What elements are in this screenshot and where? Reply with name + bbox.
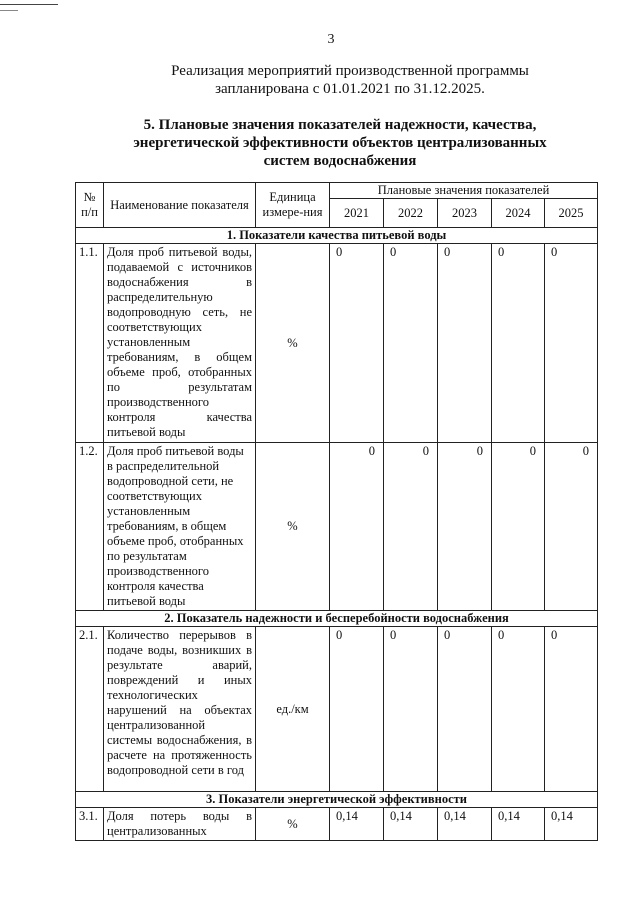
- row-value: 0: [384, 627, 438, 792]
- row-value: 0,14: [384, 808, 438, 841]
- row-unit: %: [256, 443, 330, 611]
- section-row: [76, 228, 598, 244]
- section-row: [76, 792, 598, 808]
- row-unit: %: [256, 244, 330, 443]
- row-value: 0,14: [438, 808, 492, 841]
- col-header-planned: Плановые значения показателей: [330, 183, 598, 199]
- row-num: 1.1.: [76, 244, 104, 443]
- row-num: 1.2.: [76, 443, 104, 611]
- row-value: 0,14: [330, 808, 384, 841]
- col-header-unit: Единица измере-ния: [256, 183, 330, 228]
- row-name: Доля проб питьевой воды, подаваемой с источников водоснабжения в распределительную водопроводную сеть, не соответствующих установленным требованиям, в общем объеме проб, отобранных по результатам производственного контроля качества питьевой воды: [104, 244, 256, 443]
- row-value: 0: [545, 443, 598, 611]
- heading-line-3: систем водоснабжения: [263, 153, 417, 169]
- year-header: 2023: [438, 199, 492, 228]
- intro-line-2: запланирована с 01.01.2021 по 31.12.2025.: [215, 81, 485, 97]
- col-header-num: № п/п: [76, 183, 104, 228]
- section-title: 2. Показатель надежности и бесперебойности водоснабжения: [76, 611, 598, 627]
- row-name: Количество перерывов в подаче воды, возникших в результате аварий, повреждений и иных технологических нарушений на объектах централизованной системы водоснабжения, в расчете на протяженность водопроводной сети в год: [104, 627, 256, 792]
- page-number: 3: [327, 32, 335, 47]
- row-value: 0: [330, 627, 384, 792]
- col-header-name: Наименование показателя: [104, 183, 256, 228]
- scan-edge-mark-short: [0, 10, 18, 11]
- heading-line-1: 5. Плановые значения показателей надежности, качества,: [143, 117, 537, 133]
- year-header: 2024: [492, 199, 545, 228]
- year-header: 2021: [330, 199, 384, 228]
- table-row: [76, 808, 598, 841]
- heading-line-2: энергетической эффективности объектов централизованных: [133, 135, 547, 151]
- row-value: 0: [384, 443, 438, 611]
- row-value: 0: [545, 627, 598, 792]
- row-value: 0: [438, 627, 492, 792]
- row-value: 0: [438, 443, 492, 611]
- intro-text: [140, 62, 560, 98]
- table-row: [76, 443, 598, 611]
- row-value: 0: [330, 443, 384, 611]
- row-value: 0,14: [492, 808, 545, 841]
- row-name: Доля проб питьевой воды в распределительной водопроводной сети, не соответствующих установленным требованиям, в общем объеме проб, отобранных по результатам производственного контроля качества питьевой воды: [104, 443, 256, 611]
- year-header: 2025: [545, 199, 598, 228]
- row-value: 0: [492, 244, 545, 443]
- section-row: [76, 611, 598, 627]
- row-value: 0,14: [545, 808, 598, 841]
- row-value: 0: [545, 244, 598, 443]
- row-unit: %: [256, 808, 330, 841]
- section-title: 3. Показатели энергетической эффективности: [76, 792, 598, 808]
- row-name: Доля потерь воды в централизованных: [104, 808, 256, 841]
- row-num: 3.1.: [76, 808, 104, 841]
- row-value: 0: [492, 443, 545, 611]
- table-row: [76, 627, 598, 792]
- intro-line-1: Реализация мероприятий производственной программы: [171, 63, 529, 79]
- row-value: 0: [438, 244, 492, 443]
- table-row: [76, 244, 598, 443]
- header-row-1: [76, 183, 598, 199]
- year-header: 2022: [384, 199, 438, 228]
- row-num: 2.1.: [76, 627, 104, 792]
- scan-edge-mark: [0, 4, 58, 5]
- section-title: 1. Показатели качества питьевой воды: [76, 228, 598, 244]
- indicators-table: [75, 182, 598, 841]
- row-unit: ед./км: [256, 627, 330, 792]
- row-value: 0: [330, 244, 384, 443]
- section-heading: [100, 116, 580, 170]
- row-value: 0: [384, 244, 438, 443]
- row-value: 0: [492, 627, 545, 792]
